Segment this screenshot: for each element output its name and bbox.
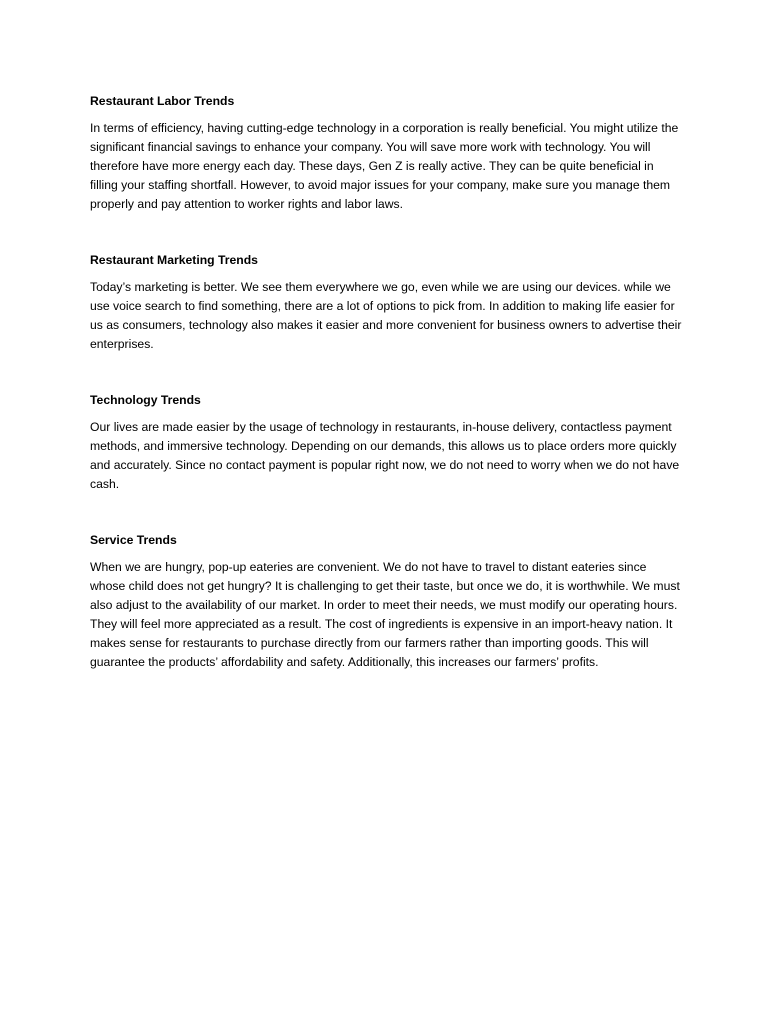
section-service-trends <box>90 531 682 672</box>
document-page <box>90 92 682 709</box>
section-heading: Restaurant Labor Trends <box>90 94 235 108</box>
section-heading: Service Trends <box>90 533 177 547</box>
section-labor-trends <box>90 92 682 214</box>
section-marketing-trends <box>90 251 682 354</box>
section-heading: Technology Trends <box>90 393 201 407</box>
section-paragraph: Our lives are made easier by the usage of technology in restaurants, in-house delivery, contactless payment methods, and immersive technology. Depending on our demands, this allows us to place orders more quickly and accurately. Since no contact payment is popular right now, we do not need to worry when we do not have cash. <box>90 420 680 491</box>
section-heading: Restaurant Marketing Trends <box>90 253 258 267</box>
section-technology-trends <box>90 391 682 494</box>
section-paragraph: In terms of efficiency, having cutting-edge technology in a corporation is really beneficial. You might utilize the significant financial savings to enhance your company. You will save more work with technology. You will therefore have more energy each day. These days, Gen Z is really active. They can be quite beneficial in filling your staffing shortfall. However, to avoid major issues for your company, make sure you manage them properly and pay attention to worker rights and labor laws. <box>90 121 679 211</box>
section-paragraph: When we are hungry, pop-up eateries are convenient. We do not have to travel to distant eateries since whose child does not get hungry? It is challenging to get their taste, but once we do, it is worthwhile. We must also adjust to the availability of our market. In order to meet their needs, we must modify our operating hours. They will feel more appreciated as a result. The cost of ingredients is expensive in an import-heavy nation. It makes sense for restaurants to purchase directly from our farmers rather than importing goods. This will guarantee the products’ affordability and safety. Additionally, this increases our farmers’ profits. <box>90 560 680 669</box>
section-paragraph: Today’s marketing is better. We see them everywhere we go, even while we are using our devices. while we use voice search to find something, there are a lot of options to pick from. In addition to making life easier for us as consumers, technology also makes it easier and more convenient for business owners to advertise their enterprises. <box>90 280 682 351</box>
